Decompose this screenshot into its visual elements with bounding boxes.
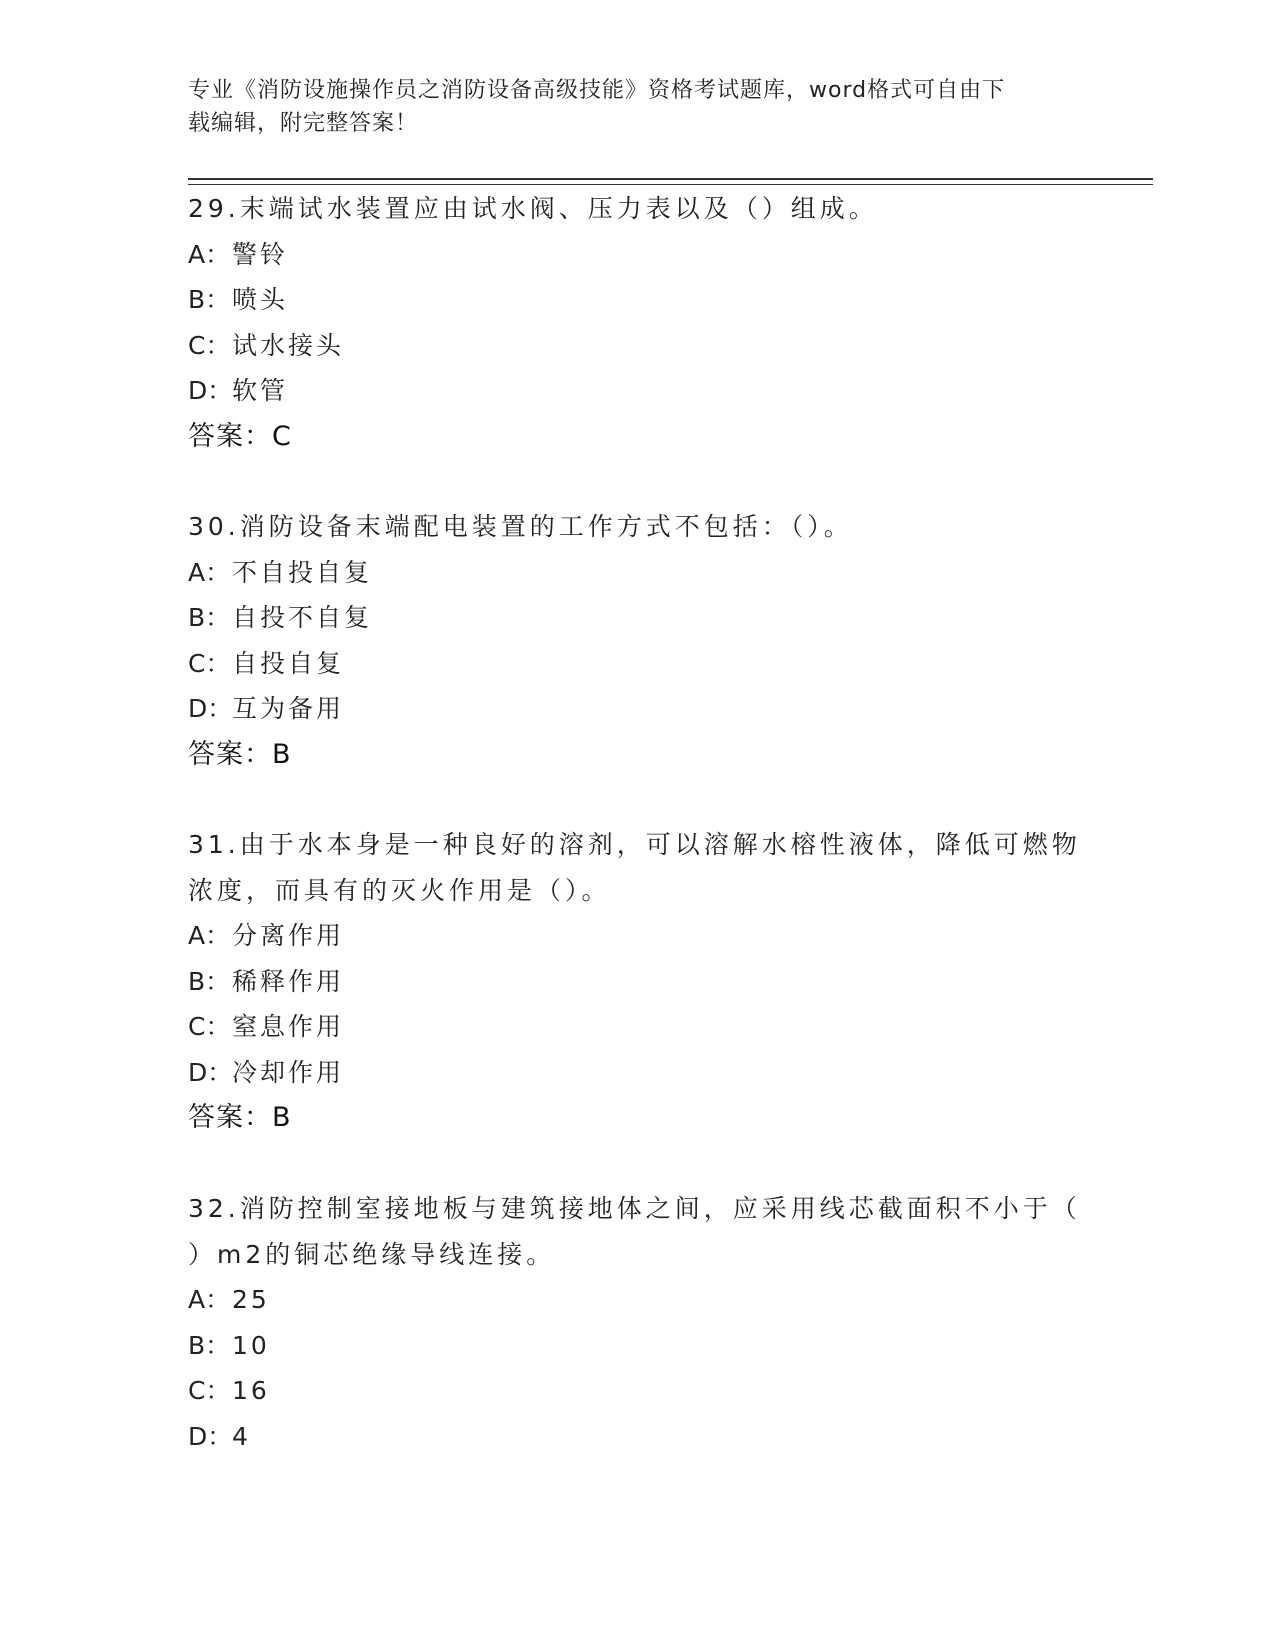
option-text: 自投自复 [232, 648, 345, 678]
option-d [188, 1414, 1088, 1460]
option-key: A： [188, 239, 231, 269]
option-text: 试水接头 [232, 330, 345, 360]
option-b [188, 959, 1088, 1005]
question-text-line: 浓度，而具有的灭火作用是（）。 [188, 875, 611, 905]
option-a [188, 232, 1088, 278]
option-text: 警铃 [232, 239, 289, 269]
option-text: 16 [232, 1376, 270, 1405]
option-d [188, 686, 1088, 732]
option-b [188, 1323, 1088, 1369]
answer: 答案：B [188, 738, 292, 770]
option-a [188, 550, 1088, 596]
option-key: B： [188, 285, 231, 314]
option-b [188, 595, 1088, 641]
question-text-line: 30.消防设备末端配电装置的工作方式不包括：（）。 [188, 512, 853, 541]
option-key: C： [188, 1012, 231, 1041]
option-key: D： [188, 376, 233, 405]
answer: 答案：B [188, 1102, 292, 1133]
option-c [188, 1368, 1088, 1414]
header-line-2: 载编辑，附完整答案！ [188, 111, 419, 136]
header-divider-thin [188, 184, 1153, 185]
option-text: 稀释作用 [232, 966, 345, 996]
option-text: 不自投自复 [232, 557, 373, 587]
option-d [188, 368, 1088, 414]
option-key: A： [188, 921, 231, 950]
option-key: C： [188, 648, 231, 678]
option-c [188, 323, 1088, 369]
option-text: 10 [232, 1330, 270, 1360]
option-key: D： [188, 1421, 233, 1451]
question-30 [188, 504, 1088, 777]
question-32 [188, 1186, 1088, 1459]
option-key: D： [188, 1057, 233, 1087]
question-text-line: 31.由于水本身是一种良好的溶剂，可以溶解水榕性液体，降低可燃物 [188, 830, 1081, 859]
question-31 [188, 822, 1088, 1141]
option-c [188, 641, 1088, 687]
option-key: D： [188, 694, 233, 723]
option-text: 4 [232, 1421, 251, 1451]
option-c [188, 1004, 1088, 1050]
question-text [188, 504, 1088, 550]
option-text: 25 [232, 1285, 270, 1314]
question-text-line: 29.末端试水装置应由试水阀、压力表以及（）组成。 [188, 194, 878, 223]
option-a [188, 1277, 1088, 1323]
answer: 答案：C [188, 420, 292, 452]
question-29 [188, 186, 1088, 459]
option-text: 冷却作用 [232, 1057, 345, 1087]
document-header [188, 74, 1068, 140]
question-text-line: ）m2的铜芯绝缘导线连接。 [188, 1239, 556, 1269]
option-a [188, 913, 1088, 959]
question-text [188, 1186, 1088, 1277]
option-text: 互为备用 [232, 694, 345, 723]
option-text: 窒息作用 [232, 1012, 345, 1041]
option-text: 分离作用 [232, 921, 345, 950]
question-text-line: 32.消防控制室接地板与建筑接地体之间，应采用线芯截面积不小于（ [188, 1194, 1081, 1223]
header-line-1: 专业《消防设施操作员之消防设备高级技能》资格考试题库，word格式可自由下 [188, 78, 1006, 103]
question-text [188, 186, 1088, 232]
option-key: A： [188, 1285, 231, 1314]
option-key: B： [188, 603, 231, 632]
option-key: B： [188, 1330, 231, 1360]
header-divider [188, 178, 1153, 180]
option-key: B： [188, 966, 231, 996]
option-key: A： [188, 557, 231, 587]
option-d [188, 1050, 1088, 1096]
option-text: 喷头 [232, 285, 289, 314]
option-key: C： [188, 1376, 231, 1405]
option-text: 软管 [232, 376, 289, 405]
option-b [188, 277, 1088, 323]
question-text [188, 822, 1088, 913]
option-key: C： [188, 330, 231, 360]
option-text: 自投不自复 [232, 603, 373, 632]
